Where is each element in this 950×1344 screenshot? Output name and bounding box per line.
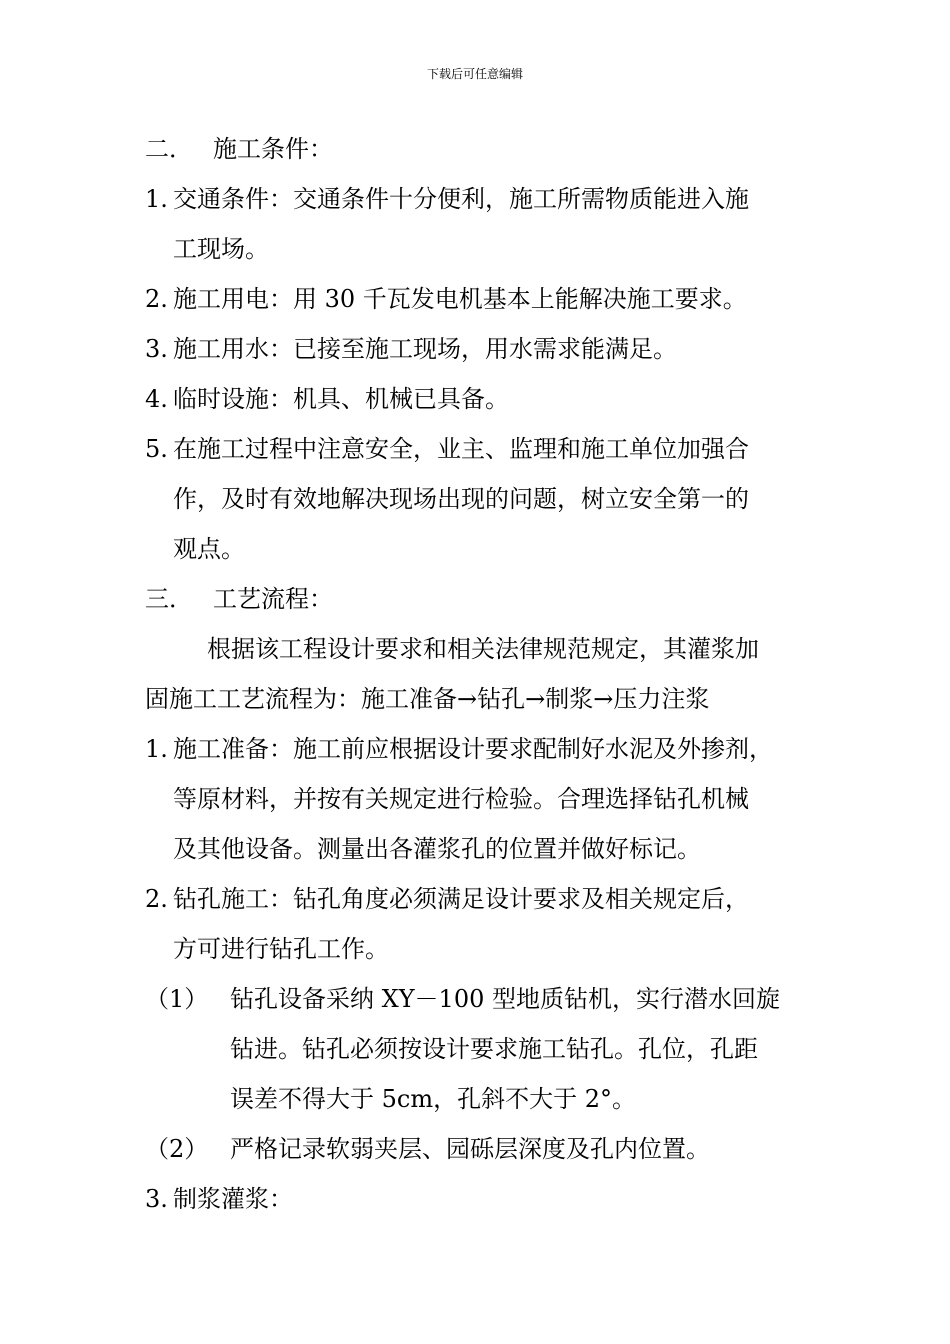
line-number: 二． (145, 135, 193, 163)
line-text: 及其他设备。测量出各灌浆孔的位置并做好标记。 (173, 835, 701, 863)
document-body (145, 124, 835, 1224)
text-line (145, 674, 835, 724)
text-line (145, 274, 835, 324)
line-text: 钻进。钻孔必须按设计要求施工钻孔。孔位，孔距 (230, 1035, 758, 1063)
line-text: 方可进行钻孔工作。 (173, 935, 389, 963)
text-line (145, 1174, 835, 1224)
line-number: 3. (145, 335, 168, 363)
text-line (145, 374, 835, 424)
text-line (145, 874, 835, 924)
line-text: 固施工工艺流程为：施工准备→钻孔→制浆→压力注浆 (145, 685, 710, 713)
line-text: 施工用电：用 30 千瓦发电机基本上能解决施工要求。 (173, 285, 747, 313)
line-text: 观点。 (173, 535, 245, 563)
line-number: 1. (145, 735, 168, 763)
text-line (145, 324, 835, 374)
line-number: 4. (145, 385, 168, 413)
line-number: 3. (145, 1185, 168, 1213)
page-header: 下载后可任意编辑 (426, 67, 523, 81)
line-text: 在施工过程中注意安全，业主、监理和施工单位加强合 (173, 435, 749, 463)
text-line (145, 1124, 835, 1174)
line-text: 制浆灌浆： (173, 1185, 293, 1213)
text-line (145, 774, 835, 824)
line-text: 施工准备：施工前应根据设计要求配制好水泥及外掺剂， (173, 735, 773, 763)
line-text: 工现场。 (173, 235, 269, 263)
line-text: 施工条件： (213, 135, 333, 163)
line-text: 临时设施：机具、机械已具备。 (173, 385, 509, 413)
text-line (145, 924, 835, 974)
line-number: （1） (145, 985, 209, 1013)
line-text: 交通条件：交通条件十分便利，施工所需物质能进入施 (173, 185, 749, 213)
text-line (145, 1074, 835, 1124)
line-number: 三． (145, 585, 193, 613)
line-number: 5. (145, 435, 168, 463)
text-line (145, 424, 835, 474)
line-text: 钻孔设备采纳 XY－100 型地质钻机，实行潜水回旋 (230, 985, 780, 1013)
line-number: 1. (145, 185, 168, 213)
text-line (145, 974, 835, 1024)
text-line (145, 124, 835, 174)
line-text: 严格记录软弱夹层、园砾层深度及孔内位置。 (230, 1135, 710, 1163)
line-text: 根据该工程设计要求和相关法律规范规定，其灌浆加 (207, 635, 759, 663)
line-text: 作，及时有效地解决现场出现的问题，树立安全第一的 (173, 485, 749, 513)
text-line (145, 624, 835, 674)
line-number: （2） (145, 1135, 209, 1163)
line-text: 误差不得大于 5cm，孔斜不大于 2°。 (230, 1085, 636, 1113)
text-line (145, 524, 835, 574)
text-line (145, 474, 835, 524)
line-text: 施工用水：已接至施工现场，用水需求能满足。 (173, 335, 677, 363)
text-line (145, 724, 835, 774)
text-line (145, 574, 835, 624)
line-number: 2. (145, 285, 168, 313)
line-number: 2. (145, 885, 168, 913)
text-line (145, 824, 835, 874)
text-line (145, 174, 835, 224)
text-line (145, 224, 835, 274)
text-line (145, 1024, 835, 1074)
line-text: 工艺流程： (213, 585, 333, 613)
line-text: 钻孔施工：钻孔角度必须满足设计要求及相关规定后， (173, 885, 749, 913)
line-text: 等原材料，并按有关规定进行检验。合理选择钻孔机械 (173, 785, 749, 813)
